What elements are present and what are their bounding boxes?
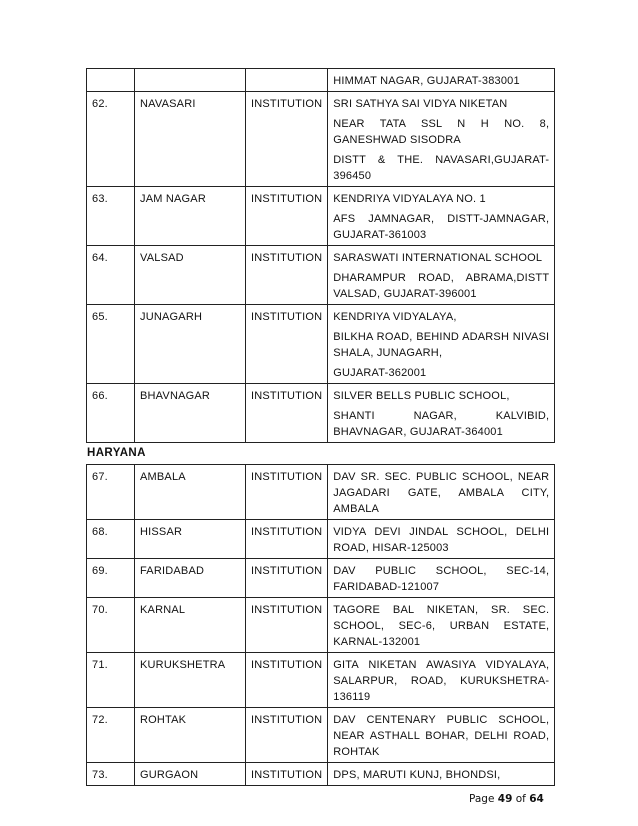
address-cell: [328, 69, 555, 92]
address-line: SARASWATI INTERNATIONAL SCHOOL: [333, 252, 543, 264]
address-line: NEAR TATA SSL N H NO. 8, GANESHWAD SISODRA: [333, 118, 550, 146]
address-line: SILVER BELLS PUBLIC SCHOOL,: [333, 390, 510, 402]
place-cell: AMBALA: [135, 465, 246, 520]
address-line: DAV PUBLIC SCHOOL, SEC-14, FARIDABAD-121007: [333, 565, 550, 593]
place-cell: GURGAON: [135, 763, 246, 786]
table-row: [87, 92, 555, 187]
type-cell: INSTITUTION: [246, 246, 328, 305]
page-footer: [469, 793, 544, 805]
address-cell: [328, 305, 555, 384]
type-cell: INSTITUTION: [246, 187, 328, 246]
serial-number-cell: 63.: [87, 187, 135, 246]
address-cell: [328, 653, 555, 708]
address-line: DAV SR. SEC. PUBLIC SCHOOL, NEAR JAGADARI GATE, AMBALA CITY, AMBALA: [333, 471, 550, 515]
haryana-institution-table: [86, 464, 555, 786]
serial-number-cell: 69.: [87, 559, 135, 598]
address-cell: [328, 246, 555, 305]
table-row: [87, 520, 555, 559]
address-line: VIDYA DEVI JINDAL SCHOOL, DELHI ROAD, HISAR-125003: [333, 526, 550, 554]
address-line: KENDRIYA VIDYALAYA NO. 1: [333, 193, 486, 205]
type-cell: INSTITUTION: [246, 305, 328, 384]
address-cell: [328, 384, 555, 443]
address-cell: [328, 763, 555, 786]
type-cell: INSTITUTION: [246, 763, 328, 786]
address-line: DISTT & THE. NAVASARI,GUJARAT-396450: [333, 154, 550, 182]
address-line: SHANTI NAGAR, KALVIBID, BHAVNAGAR, GUJARAT-364001: [333, 410, 550, 438]
address-cell: [328, 520, 555, 559]
table-row: [87, 559, 555, 598]
type-cell: INSTITUTION: [246, 559, 328, 598]
serial-number-cell: 72.: [87, 708, 135, 763]
place-cell: FARIDABAD: [135, 559, 246, 598]
address-cell: [328, 598, 555, 653]
serial-number-cell: 62.: [87, 92, 135, 187]
table-row: [87, 598, 555, 653]
gujarat-institution-table: [86, 68, 555, 443]
address-line: DHARAMPUR ROAD, ABRAMA,DISTT VALSAD, GUJARAT-396001: [333, 272, 550, 300]
type-cell: [246, 69, 328, 92]
place-cell: HISSAR: [135, 520, 246, 559]
address-cell: [328, 465, 555, 520]
type-cell: INSTITUTION: [246, 520, 328, 559]
table-row: [87, 384, 555, 443]
address-line: TAGORE BAL NIKETAN, SR. SEC. SCHOOL, SEC-6, URBAN ESTATE, KARNAL-132001: [333, 604, 550, 648]
serial-number-cell: 70.: [87, 598, 135, 653]
serial-number-cell: 67.: [87, 465, 135, 520]
place-cell: [135, 69, 246, 92]
table-row: [87, 763, 555, 786]
type-cell: INSTITUTION: [246, 708, 328, 763]
type-cell: INSTITUTION: [246, 92, 328, 187]
address-cell: [328, 708, 555, 763]
place-cell: BHAVNAGAR: [135, 384, 246, 443]
current-page-number: 49: [497, 793, 513, 805]
table-row: [87, 465, 555, 520]
table-row: [87, 187, 555, 246]
table-row: [87, 653, 555, 708]
address-line: KENDRIYA VIDYALAYA,: [333, 311, 457, 323]
serial-number-cell: 64.: [87, 246, 135, 305]
table-row: [87, 305, 555, 384]
address-line: SRI SATHYA SAI VIDYA NIKETAN: [333, 98, 508, 110]
address-line: BILKHA ROAD, BEHIND ADARSH NIVASI SHALA, JUNAGARH,: [333, 331, 550, 359]
type-cell: INSTITUTION: [246, 653, 328, 708]
total-pages-number: 64: [529, 793, 544, 805]
place-cell: NAVASARI: [135, 92, 246, 187]
place-cell: JAM NAGAR: [135, 187, 246, 246]
of-label: of: [515, 793, 526, 805]
table-row: [87, 69, 555, 92]
serial-number-cell: 68.: [87, 520, 135, 559]
address-line: AFS JAMNAGAR, DISTT-JAMNAGAR, GUJARAT-361003: [333, 213, 550, 241]
address-line: GITA NIKETAN AWASIYA VIDYALAYA, SALARPUR, ROAD, KURUKSHETRA-136119: [333, 659, 550, 703]
address-line: HIMMAT NAGAR, GUJARAT-383001: [333, 75, 520, 87]
address-cell: [328, 187, 555, 246]
type-cell: INSTITUTION: [246, 465, 328, 520]
serial-number-cell: 66.: [87, 384, 135, 443]
type-cell: INSTITUTION: [246, 598, 328, 653]
place-cell: KARNAL: [135, 598, 246, 653]
address-cell: [328, 92, 555, 187]
table-row: [87, 246, 555, 305]
serial-number-cell: 73.: [87, 763, 135, 786]
page-label: Page: [469, 793, 495, 805]
place-cell: KURUKSHETRA: [135, 653, 246, 708]
table-row: [87, 708, 555, 763]
place-cell: JUNAGARH: [135, 305, 246, 384]
serial-number-cell: 65.: [87, 305, 135, 384]
address-cell: [328, 559, 555, 598]
address-line: DPS, MARUTI KUNJ, BHONDSI,: [333, 769, 501, 781]
type-cell: INSTITUTION: [246, 384, 328, 443]
address-line: GUJARAT-362001: [333, 367, 427, 379]
address-line: DAV CENTENARY PUBLIC SCHOOL, NEAR ASTHALL BOHAR, DELHI ROAD, ROHTAK: [333, 714, 550, 758]
serial-number-cell: [87, 69, 135, 92]
place-cell: VALSAD: [135, 246, 246, 305]
place-cell: ROHTAK: [135, 708, 246, 763]
serial-number-cell: 71.: [87, 653, 135, 708]
section-heading-haryana: HARYANA: [87, 447, 146, 459]
